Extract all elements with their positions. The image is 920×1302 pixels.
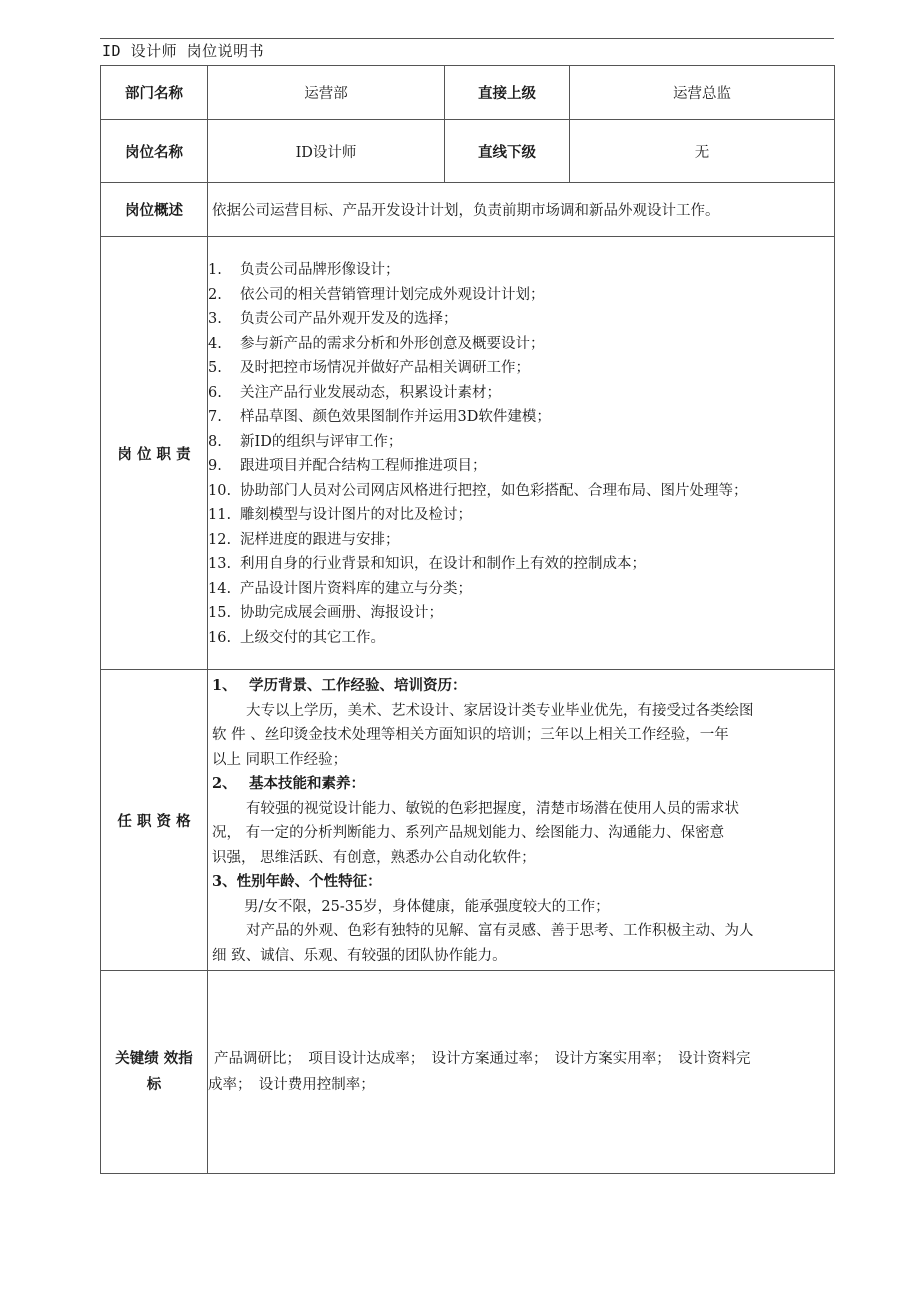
- subordinate-value: 无: [570, 120, 835, 183]
- duty-number: 5.: [208, 360, 222, 376]
- department-value: 运营部: [208, 66, 445, 120]
- heading-text: 学历背景、工作经验、培训资历：: [249, 677, 467, 694]
- header-rule: [100, 38, 834, 39]
- duty-item: [208, 430, 830, 455]
- overview-text: 依据公司运营目标、产品开发设计计划，负责前期市场调和新品外观设计工作。: [208, 183, 835, 237]
- duty-number: 10.: [208, 482, 232, 499]
- duty-number: 2.: [208, 286, 222, 303]
- duty-item: [208, 528, 830, 553]
- qualification-heading-2: [212, 772, 826, 797]
- duty-item: [208, 356, 830, 381]
- duty-text: 参与新产品的需求分析和外形创意及概要设计；: [240, 335, 545, 352]
- duty-number: 8.: [208, 433, 222, 450]
- row-department: [101, 66, 835, 120]
- duty-number: 9.: [208, 458, 222, 474]
- duty-item: [208, 258, 830, 283]
- duty-number: 14.: [208, 580, 232, 597]
- department-label: 部门名称: [101, 66, 208, 120]
- job-description-table: [100, 65, 835, 1174]
- duty-item: [208, 405, 830, 430]
- duty-number: 6.: [208, 384, 222, 401]
- duty-text: 关注产品行业发展动态，积累设计素材；: [240, 384, 501, 401]
- duty-text: 协助完成展会画册、海报设计；: [240, 605, 443, 621]
- qualification-label: 任 职 资 格: [101, 670, 208, 971]
- duty-item: [208, 577, 830, 602]
- duty-text: 上级交付的其它工作。: [240, 629, 385, 646]
- heading-text: 3、性别年龄、个性特征：: [212, 873, 382, 890]
- duties-label: 岗 位 职 责: [101, 237, 208, 670]
- qualification-line: 大专以上学历，美术、艺术设计、家居设计类专业毕业优先，有接受过各类绘图: [246, 702, 754, 719]
- row-overview: [101, 183, 835, 237]
- kpi-label: [101, 971, 208, 1174]
- position-value: ID设计师: [208, 120, 445, 183]
- kpi-text: [208, 971, 835, 1174]
- subordinate-label: 直线下级: [445, 120, 570, 183]
- qualification-line: 男/女不限，25-35岁，身体健康，能承强度较大的工作；: [244, 898, 610, 915]
- qualification-line: 软 件 、丝印烫金技术处理等相关方面知识的培训；三年以上相关工作经验，一年: [212, 727, 729, 743]
- duty-text: 雕刻模型与设计图片的对比及检讨；: [240, 507, 472, 523]
- duty-text: 负责公司品牌形像设计；: [240, 262, 400, 278]
- document-title: ID 设计师 岗位说明书: [102, 42, 265, 60]
- duty-text: 泥样进度的跟进与安排；: [240, 531, 400, 548]
- qualification-cell: [208, 670, 835, 971]
- kpi-line: 产品调研比； 项目设计达成率； 设计方案通过率； 设计方案实用率； 设计资料完: [214, 1051, 751, 1067]
- duty-text: 产品设计图片资料库的建立与分类；: [240, 580, 472, 597]
- qualification-line: 细 致、诚信、乐观、有较强的团队协作能力。: [212, 947, 507, 964]
- duty-item: [208, 479, 830, 504]
- superior-value: 运营总监: [570, 66, 835, 120]
- duty-item: [208, 332, 830, 357]
- row-duties: [101, 237, 835, 670]
- duty-item: [208, 381, 830, 406]
- duty-item: [208, 552, 830, 577]
- qualification-line: 对产品的外观、色彩有独特的见解、富有灵感、善于思考、工作积极主动、为人: [246, 923, 754, 939]
- duty-text: 协助部门人员对公司网店风格进行把控，如色彩搭配、合理布局、图片处理等；: [240, 482, 748, 499]
- position-label: 岗位名称: [101, 120, 208, 183]
- duty-item: [208, 283, 830, 308]
- qualification-content: [212, 670, 830, 970]
- duties-cell: [208, 237, 835, 670]
- qualification-heading-1: [212, 674, 826, 699]
- duty-number: 11.: [208, 507, 232, 523]
- qualification-line: 有较强的视觉设计能力、敏锐的色彩把握度，清楚市场潜在使用人员的需求状: [246, 800, 739, 817]
- duty-item: [208, 454, 830, 479]
- heading-number: 1、: [212, 677, 237, 694]
- qualification-line: 况， 有一定的分析判断能力、系列产品规划能力、绘图能力、沟通能力、保密意: [212, 825, 725, 841]
- qualification-line: 以上 同职工作经验；: [212, 751, 348, 768]
- duties-list: [208, 238, 830, 668]
- superior-label: 直接上级: [445, 66, 570, 120]
- duty-number: 13.: [208, 556, 232, 572]
- duty-text: 样品草图、颜色效果图制作并运用3D软件建模；: [240, 409, 551, 425]
- duty-number: 1.: [208, 262, 222, 278]
- duty-item: [208, 626, 830, 651]
- duty-item: [208, 601, 830, 626]
- duty-number: 12.: [208, 531, 232, 548]
- heading-text: 基本技能和素养：: [249, 775, 365, 792]
- duty-number: 4.: [208, 335, 222, 352]
- overview-label: 岗位概述: [101, 183, 208, 237]
- duty-number: 16.: [208, 629, 232, 646]
- qualification-line: 识强， 思维活跃、有创意，熟悉办公自动化软件；: [212, 849, 536, 866]
- duty-number: 3.: [208, 311, 222, 327]
- row-position: [101, 120, 835, 183]
- duty-number: 7.: [208, 409, 222, 425]
- qualification-heading-3: [212, 870, 826, 895]
- duty-text: 跟进项目并配合结构工程师推进项目；: [240, 458, 487, 474]
- heading-number: 2、: [212, 775, 237, 792]
- duty-text: 及时把控市场情况并做好产品相关调研工作；: [240, 360, 530, 376]
- kpi-line: 成率； 设计费用控制率；: [208, 1077, 375, 1093]
- duty-text: 新ID的组织与评审工作；: [240, 433, 403, 450]
- kpi-label-line: 标: [146, 1077, 162, 1093]
- kpi-label-line: 关键绩 效指: [115, 1051, 193, 1067]
- duty-text: 利用自身的行业背景和知识，在设计和制作上有效的控制成本；: [240, 556, 646, 572]
- duty-text: 负责公司产品外观开发及的选择；: [240, 311, 458, 327]
- row-qualifications: [101, 670, 835, 971]
- duty-item: [208, 503, 830, 528]
- duty-number: 15.: [208, 605, 232, 621]
- duty-text: 依公司的相关营销管理计划完成外观设计计划；: [240, 286, 545, 303]
- row-kpi: [101, 971, 835, 1174]
- duty-item: [208, 307, 830, 332]
